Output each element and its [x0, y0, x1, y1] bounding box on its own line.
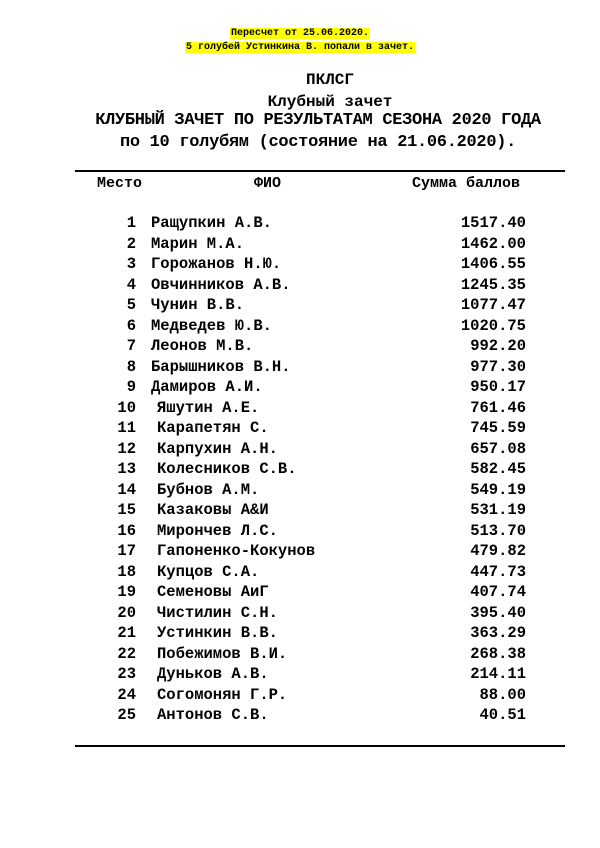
row-name: Чистилин С.Н.	[157, 603, 278, 622]
row-name: Дамиров А.И.	[151, 378, 263, 396]
row-name: Карапетян С.	[157, 419, 269, 437]
row-score: 1245.35	[460, 275, 526, 294]
table-row	[0, 398, 600, 419]
row-place: 13	[117, 460, 136, 478]
table-row	[0, 275, 600, 296]
row-place: 7	[126, 337, 136, 355]
table-bottom-divider	[75, 745, 565, 747]
row-name: Медведев Ю.В.	[151, 316, 272, 335]
row-name: Дуньков А.В.	[157, 665, 269, 683]
table-row	[0, 316, 600, 337]
row-score: 88.00	[479, 685, 526, 704]
table-row	[0, 500, 600, 521]
row-place: 24	[117, 685, 136, 704]
row-score: 268.38	[470, 644, 526, 663]
row-score: 1077.47	[460, 296, 526, 314]
table-row	[0, 377, 600, 398]
row-name: Горожанов Н.Ю.	[151, 255, 282, 273]
column-header-name: ФИО	[254, 175, 282, 192]
row-score: 992.20	[470, 337, 526, 355]
table-row	[0, 336, 600, 357]
table-row	[0, 685, 600, 706]
row-score: 1462.00	[460, 234, 526, 253]
row-score: 447.73	[470, 562, 526, 581]
row-score: 950.17	[470, 378, 526, 396]
table-row	[0, 603, 600, 624]
row-score: 513.70	[470, 521, 526, 540]
row-place: 3	[126, 255, 136, 273]
row-place: 25	[117, 706, 136, 724]
table-row	[0, 644, 600, 665]
row-name: Овчинников А.В.	[151, 275, 291, 294]
row-name: Чунин В.В.	[151, 296, 245, 314]
row-score: 1406.55	[460, 255, 526, 273]
row-score: 657.08	[470, 439, 526, 458]
table-row	[0, 459, 600, 480]
row-name: Карпухин А.Н.	[157, 439, 278, 458]
row-place: 17	[117, 542, 136, 560]
notice-line-1: Пересчет от 25.06.2020.	[230, 28, 370, 39]
table-row	[0, 623, 600, 644]
row-score: 761.46	[470, 398, 526, 417]
row-place: 16	[117, 521, 136, 540]
column-header-place: Место	[97, 175, 143, 192]
row-name: Семеновы АиГ	[157, 583, 269, 601]
table-row	[0, 664, 600, 685]
row-name: Мирончев Л.С.	[157, 521, 278, 540]
row-place: 21	[117, 624, 136, 642]
row-place: 23	[117, 665, 136, 683]
row-score: 549.19	[470, 480, 526, 499]
row-name: Побежимов В.И.	[157, 644, 288, 663]
row-name: Казаковы А&И	[157, 501, 269, 519]
row-name: Гапоненко-Кокунов	[157, 542, 316, 560]
row-place: 14	[117, 480, 136, 499]
org-name: ПКЛСГ	[305, 71, 354, 89]
row-name: Марин М.А.	[151, 234, 245, 253]
table-row	[0, 480, 600, 501]
notice-line-2: 5 голубей Устинкина В. попали в зачет.	[185, 42, 415, 53]
table-row	[0, 521, 600, 542]
row-name: Леонов М.В.	[151, 337, 254, 355]
table-row	[0, 562, 600, 583]
row-place: 5	[126, 296, 136, 314]
row-place: 12	[117, 439, 136, 458]
row-place: 6	[126, 316, 136, 335]
table-row	[0, 234, 600, 255]
table-row	[0, 439, 600, 460]
row-score: 395.40	[470, 603, 526, 622]
results-table	[0, 213, 600, 726]
row-place: 19	[117, 583, 136, 601]
row-place: 15	[117, 501, 136, 519]
row-score: 745.59	[470, 419, 526, 437]
table-row	[0, 295, 600, 316]
row-place: 10	[117, 398, 136, 417]
row-place: 18	[117, 562, 136, 581]
row-name: Антонов С.В.	[157, 706, 269, 724]
row-name: Колесников С.В.	[157, 460, 297, 478]
table-row	[0, 254, 600, 275]
row-score: 40.51	[479, 706, 526, 724]
recalculation-notice-detail	[0, 41, 600, 54]
doc-title-line-2: по 10 голубям (состояние на 21.06.2020).	[119, 133, 517, 152]
row-name: Барышников В.Н.	[151, 357, 291, 376]
row-name: Согомонян Г.Р.	[157, 685, 288, 704]
row-place: 22	[117, 644, 136, 663]
row-score: 1517.40	[460, 214, 526, 232]
row-score: 1020.75	[460, 316, 526, 335]
doc-title: КЛУБНЫЙ ЗАЧЕТ ПО РЕЗУЛЬТАТАМ СЕЗОНА 2020 ГОДА	[95, 111, 541, 130]
doc-subtitle: Клубный зачет	[267, 93, 393, 111]
row-place: 8	[126, 357, 136, 376]
row-name: Ращупкин А.В.	[151, 214, 272, 232]
table-row	[0, 705, 600, 726]
row-place: 4	[126, 275, 136, 294]
table-row	[0, 582, 600, 603]
row-place: 20	[117, 603, 136, 622]
row-place: 1	[126, 214, 136, 232]
row-name: Устинкин В.В.	[157, 624, 278, 642]
row-name: Купцов С.А.	[157, 562, 260, 581]
row-name: Бубнов А.М.	[157, 480, 260, 499]
row-score: 531.19	[470, 501, 526, 519]
row-score: 214.11	[470, 665, 526, 683]
row-score: 977.30	[470, 357, 526, 376]
recalculation-notice	[0, 27, 600, 40]
row-name: Яшутин А.Е.	[157, 398, 260, 417]
row-place: 11	[117, 419, 136, 437]
row-place: 9	[126, 378, 136, 396]
column-header-score: Сумма баллов	[412, 175, 521, 192]
row-score: 407.74	[470, 583, 526, 601]
row-score: 479.82	[470, 542, 526, 560]
table-row	[0, 213, 600, 234]
table-row	[0, 418, 600, 439]
table-top-divider	[75, 170, 565, 172]
table-row	[0, 541, 600, 562]
table-row	[0, 357, 600, 378]
row-score: 582.45	[470, 460, 526, 478]
row-place: 2	[126, 234, 136, 253]
row-score: 363.29	[470, 624, 526, 642]
